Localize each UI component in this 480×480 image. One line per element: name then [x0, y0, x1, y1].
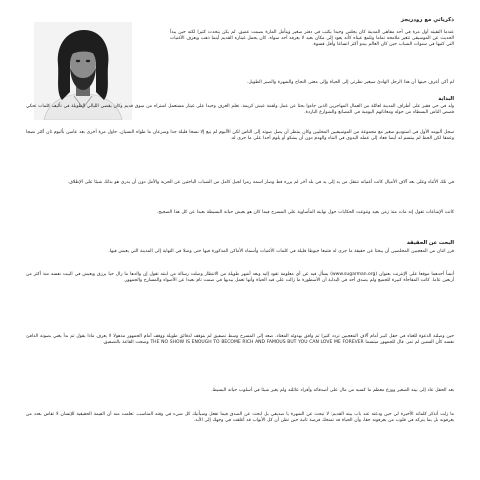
article-title: ذكرياتي مع رودريجز — [400, 17, 454, 23]
section-paragraph: في تلك الأثناء وعلى بعد آلاف الأميال كانت أغنياته تنتقل من يد إلى يد في بلد آخر لم يزره قط وصار اسمه رمزا لجيل كامل من الشباب الباحثين عن الحرية والأمل دون أن يدري هو بذلك شيئا على الإطلاق. — [67, 180, 454, 185]
section-title: البحث عن الحقيقة — [406, 240, 454, 246]
section-paragraph: حين وصلته الدعوة للغناء في حفل كبير أمام آلاف المعجبين تردد كثيرا ثم وافق بهدوئه المعتاد. صعد إلى المسرح وسط تصفيق لم يتوقف لدقائق طويلة ووقف أمام الجمهور مذهولا لا يعرف ماذا يقول ثم بدأ يغني بصوته الدافئ نفسه كأن السنين لم تمر. قال للجمهور مبتسما THE NO SHOW IS ENOUGH TO BECOME RICH AND FAMOUS BUT YOU CAN LOVE ME FOREVER وضجت القاعة بالتصفيق. — [26, 334, 454, 346]
section-paragraph: كانت الإشاعات تقول إنه مات منذ زمن بعيد وتنوعت الحكايات حول نهايته المأساوية على المسرح فيما كان هو يعيش حياته البسيطة بعيدا عن كل هذا الضجيج. — [156, 210, 454, 215]
section-paragraph: ما زلت أتذكر كلماته الأخيرة لي حين ودعته عند باب بيته القديم: لا تبحث عن الشهرة يا صديقي بل ابحث عن الصدق فيما تفعل وسيأتيك كل شيء في وقته المناسب. تعلمت منه أن القيمة الحقيقية للإنسان لا تقاس بعدد من يعرفونه بل بما يتركه في قلوب من يعرفونه حقا، وأن الحياة قد تمنحك فرصة ثانية حين تظن أن كل الأبواب قد أغلقت في وجهك إلى الأبد. — [26, 412, 454, 424]
section-paragraph: بعد الحفل عاد إلى بيته الصغير ووزع معظم ما كسبه من مال على أصدقائه وأفراد عائلته ولم يغير شيئا في أسلوب حياته البسيط. — [211, 388, 454, 393]
intro-paragraph: عندما التقيته أول مرة في أحد مقاهي المدينة كان يجلس وحيدا يكتب في دفتر صغير ويتأمل المارة بصمت عميق. لم يكن يتحدث كثيرا لكنه حين يبدأ الحديث عن الموسيقى تتغير ملامحه تماما وتلمع عيناه كأنه يعود إلى مكان بعيد لا يعرفه أحد سواه. كان يحمل غيتاره القديم أينما ذهب ويعزف الأغنيات التي كتبها في سنوات الشباب حين كان العالم يبدو أكثر اتساعا وأقل قسوة. — [170, 30, 454, 48]
section-paragraph: ولد في حي فقير على أطراف المدينة لعائلة من العمال المهاجرين الذين جاءوا بحثا عن عمل ولقمة عيش كريمة. تعلم العزف وحيدا على غيتار مستعمل اشتراه من سوق قديم وكان يقضي الليالي الطويلة في تأليف كلمات تحكي قصص الناس البسطاء من حوله ومعاناتهم اليومية في المصانع والشوارع الباردة. — [26, 104, 454, 116]
section-paragraph: قرر اثنان من المعجبين المخلصين أن يبحثا عن حقيقة ما جرى له فتتبعا خيوطا قليلة في كلمات الأغنيات وأسماء الأماكن المذكورة فيها حتى وصلا في النهاية إلى المدينة التي يعيش فيها. — [108, 249, 454, 254]
intro-paragraph: لم أكن أعرف حينها أن هذا الرجل الهادئ سيغير نظرتي إلى الحياة وإلى معنى النجاح والشهرة والصبر الطويل. — [247, 80, 454, 85]
section-paragraph: أنشأ أحدهما موقعا على الإنترنت بعنوان (www.sugarman.org) يسأل فيه عن أي معلومة تقود إليه وبعد أشهر طويلة من الانتظار وصلت رسالة من ابنته تقول إن والدها ما زال حيا يرزق ويعيش في البيت نفسه منذ أكثر من أربعين عاما. كانت المفاجأة كبيرة للجميع ولم يصدق أحد في البداية أن الأسطورة ما زالت على قيد الحياة وأنها تعمل بيديها في صمت تام بعيدا عن الأضواء والمسارح والجمهور. — [26, 272, 454, 284]
section-title: البداية — [438, 96, 454, 102]
section-paragraph: سجل ألبومه الأول في استوديو صغير مع مجموعة من الموسيقيين المحليين وكان ينتظر أن يصل صوته إلى الناس لكن الألبوم لم يبع إلا نسخا قليلة جدا وسرعان ما طواه النسيان. حاول مرة أخرى بعد عامين بألبوم ثان أكثر نضجا وعمقا لكن الحظ لم يبتسم له أيضا فعاد إلى عمله اليدوي في البناء والهدم دون أن يشكو أو يلوم أحدا على ما جرى له. — [26, 130, 454, 142]
